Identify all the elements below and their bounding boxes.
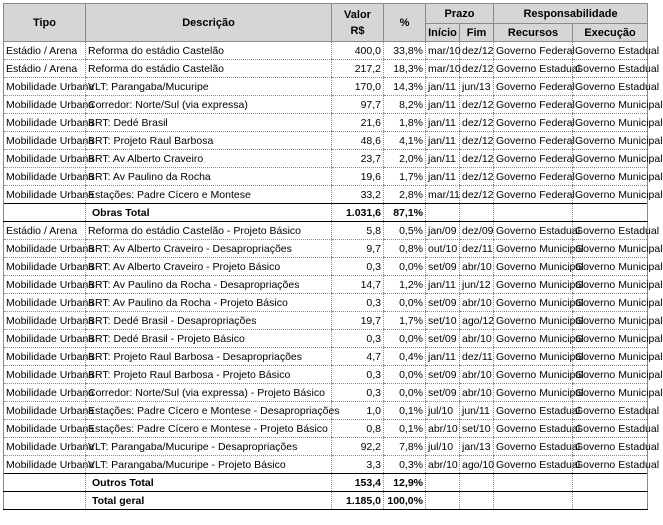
header-execucao: Execução xyxy=(573,24,648,42)
cell-fim: jan/13 xyxy=(460,438,494,456)
table-row xyxy=(4,168,648,186)
cell-fim: ago/12 xyxy=(460,312,494,330)
cell-descricao: Estações: Padre Cícero e Montese - Desapropriações xyxy=(86,402,332,420)
cell-inicio: jan/11 xyxy=(426,96,460,114)
header-descricao: Descrição xyxy=(86,4,332,42)
total-geral-pct: 100,0% xyxy=(384,492,426,510)
cell-inicio: abr/10 xyxy=(426,420,460,438)
cell-descricao: BRT: Av Paulino da Rocha - Projeto Básico xyxy=(86,294,332,312)
total-blank xyxy=(426,204,460,222)
cell-fim: dez/11 xyxy=(460,348,494,366)
cell-descricao: BRT: Projeto Raul Barbosa xyxy=(86,132,332,150)
total-blank xyxy=(426,474,460,492)
cell-valor: 0,8 xyxy=(332,420,384,438)
cell-valor: 1,0 xyxy=(332,402,384,420)
cell-tipo: Mobilidade Urbana xyxy=(4,420,86,438)
cell-inicio: mar/11 xyxy=(426,186,460,204)
cell-fim: dez/12 xyxy=(460,96,494,114)
cell-execucao: Governo Municipal xyxy=(573,258,648,276)
cell-valor: 19,6 xyxy=(332,168,384,186)
cell-inicio: jan/11 xyxy=(426,168,460,186)
cell-recursos: Governo Municipal xyxy=(494,312,573,330)
cell-tipo: Mobilidade Urbana xyxy=(4,240,86,258)
cell-execucao: Governo Municipal xyxy=(573,132,648,150)
table-row xyxy=(4,150,648,168)
cell-tipo: Mobilidade Urbana xyxy=(4,96,86,114)
cell-tipo: Mobilidade Urbana xyxy=(4,114,86,132)
cell-inicio: jul/10 xyxy=(426,438,460,456)
cell-descricao: VLT: Parangaba/Mucuripe - Projeto Básico xyxy=(86,456,332,474)
table-row xyxy=(4,456,648,474)
cell-valor: 0,3 xyxy=(332,384,384,402)
cell-pct: 14,3% xyxy=(384,78,426,96)
obras-total-label: Obras Total xyxy=(86,204,332,222)
header-inicio: Início xyxy=(426,24,460,42)
header-tipo: Tipo xyxy=(4,4,86,42)
outros-total-row xyxy=(4,474,648,492)
cell-valor: 9,7 xyxy=(332,240,384,258)
cell-execucao: Governo Municipal xyxy=(573,186,648,204)
cell-recursos: Governo Estadual xyxy=(494,438,573,456)
cell-valor: 14,7 xyxy=(332,276,384,294)
cell-valor: 0,3 xyxy=(332,330,384,348)
table-row xyxy=(4,42,648,60)
total-geral-label: Total geral xyxy=(86,492,332,510)
cell-pct: 2,8% xyxy=(384,186,426,204)
table-row xyxy=(4,240,648,258)
cell-fim: dez/12 xyxy=(460,186,494,204)
cell-execucao: Governo Municipal xyxy=(573,150,648,168)
outros-total-pct: 12,9% xyxy=(384,474,426,492)
cell-recursos: Governo Federal xyxy=(494,186,573,204)
table-row xyxy=(4,348,648,366)
cell-fim: abr/10 xyxy=(460,294,494,312)
cell-execucao: Governo Municipal xyxy=(573,240,648,258)
header-responsabilidade: Responsabilidade xyxy=(494,4,648,24)
cell-inicio: set/09 xyxy=(426,330,460,348)
table-row xyxy=(4,420,648,438)
cell-pct: 0,8% xyxy=(384,240,426,258)
cell-pct: 1,7% xyxy=(384,312,426,330)
cell-valor: 400,0 xyxy=(332,42,384,60)
total-blank xyxy=(4,492,86,510)
budget-table-container xyxy=(3,3,663,510)
cell-valor: 217,2 xyxy=(332,60,384,78)
cell-descricao: BRT: Dedé Brasil - Projeto Básico xyxy=(86,330,332,348)
cell-tipo: Mobilidade Urbana xyxy=(4,78,86,96)
table-row xyxy=(4,222,648,240)
cell-inicio: jan/11 xyxy=(426,132,460,150)
cell-fim: dez/11 xyxy=(460,240,494,258)
cell-valor: 3,3 xyxy=(332,456,384,474)
cell-inicio: jul/10 xyxy=(426,402,460,420)
table-row xyxy=(4,114,648,132)
cell-fim: ago/10 xyxy=(460,456,494,474)
cell-tipo: Mobilidade Urbana xyxy=(4,168,86,186)
cell-pct: 0,0% xyxy=(384,366,426,384)
cell-valor: 48,6 xyxy=(332,132,384,150)
table-row xyxy=(4,402,648,420)
cell-fim: dez/09 xyxy=(460,222,494,240)
cell-valor: 0,3 xyxy=(332,366,384,384)
cell-tipo: Mobilidade Urbana xyxy=(4,186,86,204)
cell-descricao: Reforma do estádio Castelão xyxy=(86,60,332,78)
cell-tipo: Mobilidade Urbana xyxy=(4,312,86,330)
cell-inicio: jan/11 xyxy=(426,150,460,168)
cell-descricao: Reforma do estádio Castelão xyxy=(86,42,332,60)
cell-recursos: Governo Federal xyxy=(494,168,573,186)
cell-pct: 0,0% xyxy=(384,330,426,348)
obras-total-pct: 87,1% xyxy=(384,204,426,222)
cell-valor: 33,2 xyxy=(332,186,384,204)
cell-execucao: Governo Municipal xyxy=(573,312,648,330)
total-blank xyxy=(460,492,494,510)
cell-tipo: Mobilidade Urbana xyxy=(4,258,86,276)
table-row xyxy=(4,78,648,96)
cell-recursos: Governo Municipal xyxy=(494,240,573,258)
table-body xyxy=(4,42,663,510)
cell-descricao: Estações: Padre Cícero e Montese - Projeto Básico xyxy=(86,420,332,438)
cell-valor: 23,7 xyxy=(332,150,384,168)
cell-recursos: Governo Federal xyxy=(494,150,573,168)
cell-inicio: jan/11 xyxy=(426,276,460,294)
table-row xyxy=(4,96,648,114)
cell-recursos: Governo Estadual xyxy=(494,456,573,474)
table-row xyxy=(4,438,648,456)
cell-recursos: Governo Municipal xyxy=(494,348,573,366)
header-fim: Fim xyxy=(460,24,494,42)
cell-valor: 0,3 xyxy=(332,258,384,276)
cell-execucao: Governo Municipal xyxy=(573,330,648,348)
total-geral-row xyxy=(4,492,648,510)
total-blank xyxy=(426,492,460,510)
cell-fim: abr/10 xyxy=(460,366,494,384)
cell-execucao: Governo Estadual xyxy=(573,438,648,456)
cell-execucao: Governo Estadual xyxy=(573,456,648,474)
cell-recursos: Governo Municipal xyxy=(494,276,573,294)
table-row xyxy=(4,186,648,204)
total-blank xyxy=(573,492,648,510)
cell-descricao: BRT: Av Alberto Craveiro - Projeto Básico xyxy=(86,258,332,276)
total-blank xyxy=(460,204,494,222)
cell-execucao: Governo Municipal xyxy=(573,348,648,366)
total-blank xyxy=(4,204,86,222)
cell-valor: 97,7 xyxy=(332,96,384,114)
cell-pct: 0,4% xyxy=(384,348,426,366)
cell-fim: dez/12 xyxy=(460,168,494,186)
table-row xyxy=(4,60,648,78)
total-blank xyxy=(494,204,573,222)
cell-recursos: Governo Estadual xyxy=(494,402,573,420)
cell-execucao: Governo Municipal xyxy=(573,168,648,186)
cell-valor: 92,2 xyxy=(332,438,384,456)
cell-pct: 0,0% xyxy=(384,384,426,402)
cell-tipo: Mobilidade Urbana xyxy=(4,456,86,474)
header-pct: % xyxy=(384,4,426,42)
cell-pct: 1,2% xyxy=(384,276,426,294)
budget-table xyxy=(3,3,663,510)
cell-tipo: Mobilidade Urbana xyxy=(4,348,86,366)
total-blank xyxy=(494,492,573,510)
cell-valor: 21,6 xyxy=(332,114,384,132)
cell-descricao: Corredor: Norte/Sul (via expressa) - Projeto Básico xyxy=(86,384,332,402)
cell-descricao: Corredor: Norte/Sul (via expressa) xyxy=(86,96,332,114)
cell-fim: abr/10 xyxy=(460,384,494,402)
total-geral-valor: 1.185,0 xyxy=(332,492,384,510)
cell-inicio: jan/09 xyxy=(426,222,460,240)
cell-descricao: BRT: Projeto Raul Barbosa - Desapropriações xyxy=(86,348,332,366)
cell-pct: 0,3% xyxy=(384,456,426,474)
header-prazo: Prazo xyxy=(426,4,494,24)
cell-pct: 18,3% xyxy=(384,60,426,78)
cell-descricao: BRT: Av Alberto Craveiro xyxy=(86,150,332,168)
cell-descricao: Reforma do estádio Castelão - Projeto Básico xyxy=(86,222,332,240)
cell-tipo: Mobilidade Urbana xyxy=(4,330,86,348)
cell-pct: 1,8% xyxy=(384,114,426,132)
cell-inicio: jan/11 xyxy=(426,78,460,96)
cell-tipo: Mobilidade Urbana xyxy=(4,132,86,150)
cell-pct: 4,1% xyxy=(384,132,426,150)
cell-valor: 5,8 xyxy=(332,222,384,240)
cell-recursos: Governo Municipal xyxy=(494,384,573,402)
cell-pct: 0,5% xyxy=(384,222,426,240)
cell-inicio: set/10 xyxy=(426,312,460,330)
total-blank xyxy=(573,204,648,222)
cell-inicio: out/10 xyxy=(426,240,460,258)
cell-fim: abr/10 xyxy=(460,258,494,276)
header-recursos: Recursos xyxy=(494,24,573,42)
header-valor-line2: R$ xyxy=(350,24,365,37)
cell-inicio: jan/11 xyxy=(426,114,460,132)
cell-descricao: BRT: Projeto Raul Barbosa - Projeto Básico xyxy=(86,366,332,384)
cell-pct: 0,0% xyxy=(384,258,426,276)
total-blank xyxy=(4,474,86,492)
cell-pct: 0,0% xyxy=(384,294,426,312)
cell-fim: set/10 xyxy=(460,420,494,438)
cell-valor: 170,0 xyxy=(332,78,384,96)
cell-execucao: Governo Municipal xyxy=(573,294,648,312)
cell-recursos: Governo Municipal xyxy=(494,294,573,312)
cell-inicio: abr/10 xyxy=(426,456,460,474)
cell-pct: 7,8% xyxy=(384,438,426,456)
cell-fim: dez/12 xyxy=(460,150,494,168)
cell-pct: 33,8% xyxy=(384,42,426,60)
cell-execucao: Governo Estadual xyxy=(573,60,648,78)
cell-execucao: Governo Estadual xyxy=(573,42,648,60)
table-row xyxy=(4,276,648,294)
header-valor xyxy=(332,4,384,42)
cell-tipo: Mobilidade Urbana xyxy=(4,150,86,168)
cell-fim: abr/10 xyxy=(460,330,494,348)
cell-fim: jun/13 xyxy=(460,78,494,96)
cell-fim: dez/12 xyxy=(460,42,494,60)
cell-fim: dez/12 xyxy=(460,114,494,132)
cell-inicio: set/09 xyxy=(426,258,460,276)
table-row xyxy=(4,132,648,150)
cell-execucao: Governo Municipal xyxy=(573,366,648,384)
table-row xyxy=(4,384,648,402)
cell-descricao: BRT: Av Paulino da Rocha xyxy=(86,168,332,186)
cell-recursos: Governo Federal xyxy=(494,132,573,150)
cell-recursos: Governo Estadual xyxy=(494,420,573,438)
cell-descricao: BRT: Av Paulino da Rocha - Desapropriações xyxy=(86,276,332,294)
cell-execucao: Governo Municipal xyxy=(573,276,648,294)
cell-valor: 19,7 xyxy=(332,312,384,330)
cell-tipo: Mobilidade Urbana xyxy=(4,276,86,294)
cell-inicio: set/09 xyxy=(426,366,460,384)
cell-pct: 8,2% xyxy=(384,96,426,114)
table-header xyxy=(4,4,648,42)
total-blank xyxy=(573,474,648,492)
table-row xyxy=(4,312,648,330)
cell-recursos: Governo Estadual xyxy=(494,222,573,240)
cell-inicio: jan/11 xyxy=(426,348,460,366)
cell-recursos: Governo Municipal xyxy=(494,330,573,348)
cell-descricao: BRT: Av Alberto Craveiro - Desapropriações xyxy=(86,240,332,258)
cell-execucao: Governo Municipal xyxy=(573,96,648,114)
cell-inicio: mar/10 xyxy=(426,42,460,60)
cell-valor: 0,3 xyxy=(332,294,384,312)
outros-total-valor: 153,4 xyxy=(332,474,384,492)
header-valor-line1: Valor xyxy=(344,8,371,21)
cell-execucao: Governo Estadual xyxy=(573,78,648,96)
obras-total-row xyxy=(4,204,648,222)
total-blank xyxy=(494,474,573,492)
outros-total-label: Outros Total xyxy=(86,474,332,492)
cell-descricao: Estações: Padre Cícero e Montese xyxy=(86,186,332,204)
cell-descricao: BRT: Dedé Brasil xyxy=(86,114,332,132)
cell-inicio: set/09 xyxy=(426,294,460,312)
cell-fim: dez/12 xyxy=(460,132,494,150)
cell-tipo: Estádio / Arena xyxy=(4,222,86,240)
cell-pct: 0,1% xyxy=(384,402,426,420)
cell-recursos: Governo Estadual xyxy=(494,60,573,78)
cell-tipo: Mobilidade Urbana xyxy=(4,438,86,456)
cell-descricao: VLT: Parangaba/Mucuripe - Desapropriações xyxy=(86,438,332,456)
cell-pct: 2,0% xyxy=(384,150,426,168)
cell-valor: 4,7 xyxy=(332,348,384,366)
cell-execucao: Governo Estadual xyxy=(573,420,648,438)
cell-fim: jun/11 xyxy=(460,402,494,420)
cell-execucao: Governo Estadual xyxy=(573,222,648,240)
cell-recursos: Governo Federal xyxy=(494,96,573,114)
obras-total-valor: 1.031,6 xyxy=(332,204,384,222)
cell-fim: jun/12 xyxy=(460,276,494,294)
cell-fim: dez/12 xyxy=(460,60,494,78)
cell-pct: 0,1% xyxy=(384,420,426,438)
cell-inicio: set/09 xyxy=(426,384,460,402)
cell-recursos: Governo Municipal xyxy=(494,366,573,384)
cell-execucao: Governo Municipal xyxy=(573,384,648,402)
cell-tipo: Mobilidade Urbana xyxy=(4,384,86,402)
cell-tipo: Mobilidade Urbana xyxy=(4,366,86,384)
cell-descricao: BRT: Dedé Brasil - Desapropriações xyxy=(86,312,332,330)
cell-recursos: Governo Municipal xyxy=(494,258,573,276)
cell-recursos: Governo Federal xyxy=(494,42,573,60)
cell-recursos: Governo Federal xyxy=(494,78,573,96)
table-row xyxy=(4,366,648,384)
total-blank xyxy=(460,474,494,492)
table-row xyxy=(4,294,648,312)
cell-tipo: Mobilidade Urbana xyxy=(4,402,86,420)
cell-execucao: Governo Estadual xyxy=(573,402,648,420)
cell-tipo: Mobilidade Urbana xyxy=(4,294,86,312)
table-row xyxy=(4,258,648,276)
cell-recursos: Governo Federal xyxy=(494,114,573,132)
cell-tipo: Estádio / Arena xyxy=(4,42,86,60)
cell-pct: 1,7% xyxy=(384,168,426,186)
cell-execucao: Governo Municipal xyxy=(573,114,648,132)
cell-tipo: Estádio / Arena xyxy=(4,60,86,78)
cell-descricao: VLT: Parangaba/Mucuripe xyxy=(86,78,332,96)
table-row xyxy=(4,330,648,348)
cell-inicio: mar/10 xyxy=(426,60,460,78)
